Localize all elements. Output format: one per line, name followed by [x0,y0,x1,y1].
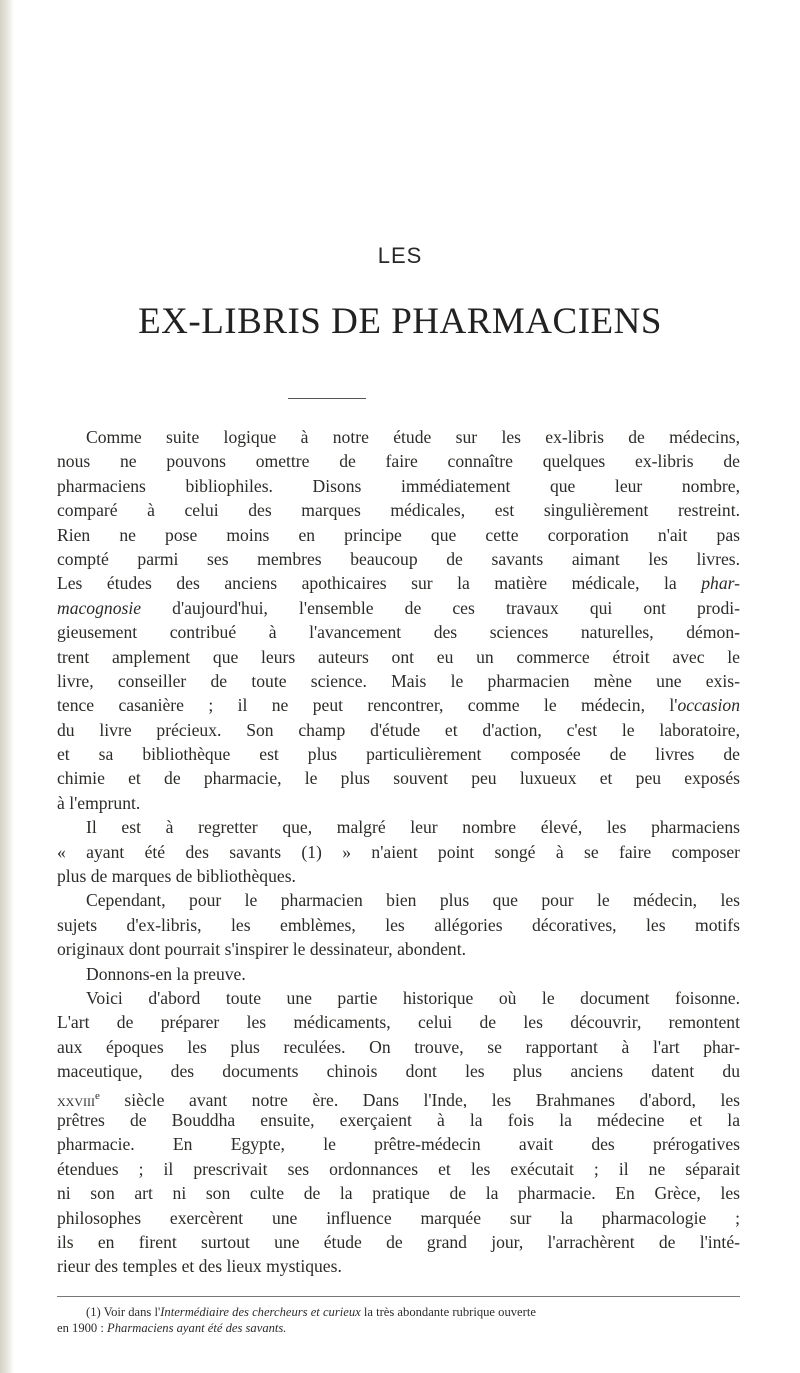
footnote-divider [57,1296,740,1297]
text-line: ni son art ni son culte de la pratique de la pharmacie. En Grèce, les [57,1183,740,1204]
text-line: macognosie d'aujourd'hui, l'ensemble de ces travaux qui ont prodi- [57,597,740,618]
text-line: prêtres de Bouddha ensuite, exerçaient à la fois la médecine et la [57,1109,740,1130]
text-line: pharmacie. En Egypte, le prêtre-médecin avait des prérogatives [57,1134,740,1155]
text-line: trent amplement que leurs auteurs ont eu un commerce étroit avec le [57,646,740,667]
footnote-line: en 1900 : Pharmaciens ayant été des savants. [57,1321,287,1335]
text-line: Rien ne pose moins en principe que cette corporation n'ait pas [57,524,740,545]
superscript: e [95,1089,100,1102]
text-line: tence casanière ; il ne peut rencontrer, comme le médecin, l'occasion [57,695,740,716]
text-line: nous ne pouvons omettre de faire connaître quelques ex-libris de [57,451,740,472]
text-line: xxviii$^e$ siècle avant notre ère. Dans l'Inde, les Brahmanes d'abord, les [57,1089,740,1108]
text-line: du livre précieux. Son champ d'étude et d'action, c'est le laboratoire, [57,719,740,740]
text-line: livre, conseiller de toute science. Mais le pharmacien mène une exis- [57,670,740,691]
footnote-line: (1) Voir dans l'Intermédiaire des chercheurs et curieux la très abondante rubrique ouverte [86,1305,536,1319]
text-line: pharmaciens bibliophiles. Disons immédiatement que leur nombre, [57,475,740,496]
text-line: L'art de préparer les médicaments, celui de les découvrir, remontent [57,1012,740,1033]
text-line: gieusement contribué à l'avancement des sciences naturelles, démon- [57,622,740,643]
italic-term: phar- [701,573,740,594]
italic-term: occasion [677,695,740,716]
text-line: Comme suite logique à notre étude sur les ex-libris de médecins, [86,427,740,447]
text-line: Cependant, pour le pharmacien bien plus que pour le médecin, les [86,890,740,911]
page-title: EX-LIBRIS DE PHARMACIENS [138,301,662,342]
text-line: comparé à celui des marques médicales, est singulièrement restreint. [57,500,740,521]
text-line: ils en firent surtout une étude de grand jour, l'arrachèrent de l'inté- [57,1231,740,1252]
text-line: philosophes exercèrent une influence marquée sur la pharmacologie ; [57,1207,740,1228]
text-line: compté parmi ses membres beaucoup de savants aimant les livres. [57,548,740,569]
text-line: sujets d'ex-libris, les emblèmes, les allégories décoratives, les motifs [57,914,740,935]
italic-term: macognosie [57,597,142,618]
body-text [57,425,740,1279]
text-line: rieur des temples et des lieux mystiques. [57,1256,342,1277]
text-line: Donnons-en la preuve. [86,963,246,984]
text-line: Il est à regretter que, malgré leur nombre élevé, les pharmaciens [86,817,740,838]
text-line: à l'emprunt. [57,792,141,813]
text-line: étendues ; il prescrivait ses ordonnances et les exécutait ; il ne séparait [57,1158,740,1179]
text-line: et sa bibliothèque est plus particulièrement composée de livres de [57,744,740,765]
footnote [57,1304,740,1336]
title-divider [288,398,366,399]
title-kicker: LES [377,243,423,268]
text-line: maceutique, des documents chinois dont les plus anciens datent du [57,1061,740,1082]
text-line: chimie et de pharmacie, le plus souvent peu luxueux et peu exposés [57,768,740,789]
text-line: Voici d'abord toute une partie historique où le document foisonne. [86,987,740,1008]
text-line: Les études des anciens apothicaires sur la matière médicale, la phar- [57,573,740,594]
text-line: originaux dont pourrait s'inspirer le dessinateur, abondent. [57,939,466,960]
text-line: « ayant été des savants (1) » n'aient point songé à se faire composer [57,841,740,862]
text-line: plus de marques de bibliothèques. [57,866,296,887]
text-line: aux époques les plus reculées. On trouve, se rapportant à l'art phar- [57,1036,740,1057]
